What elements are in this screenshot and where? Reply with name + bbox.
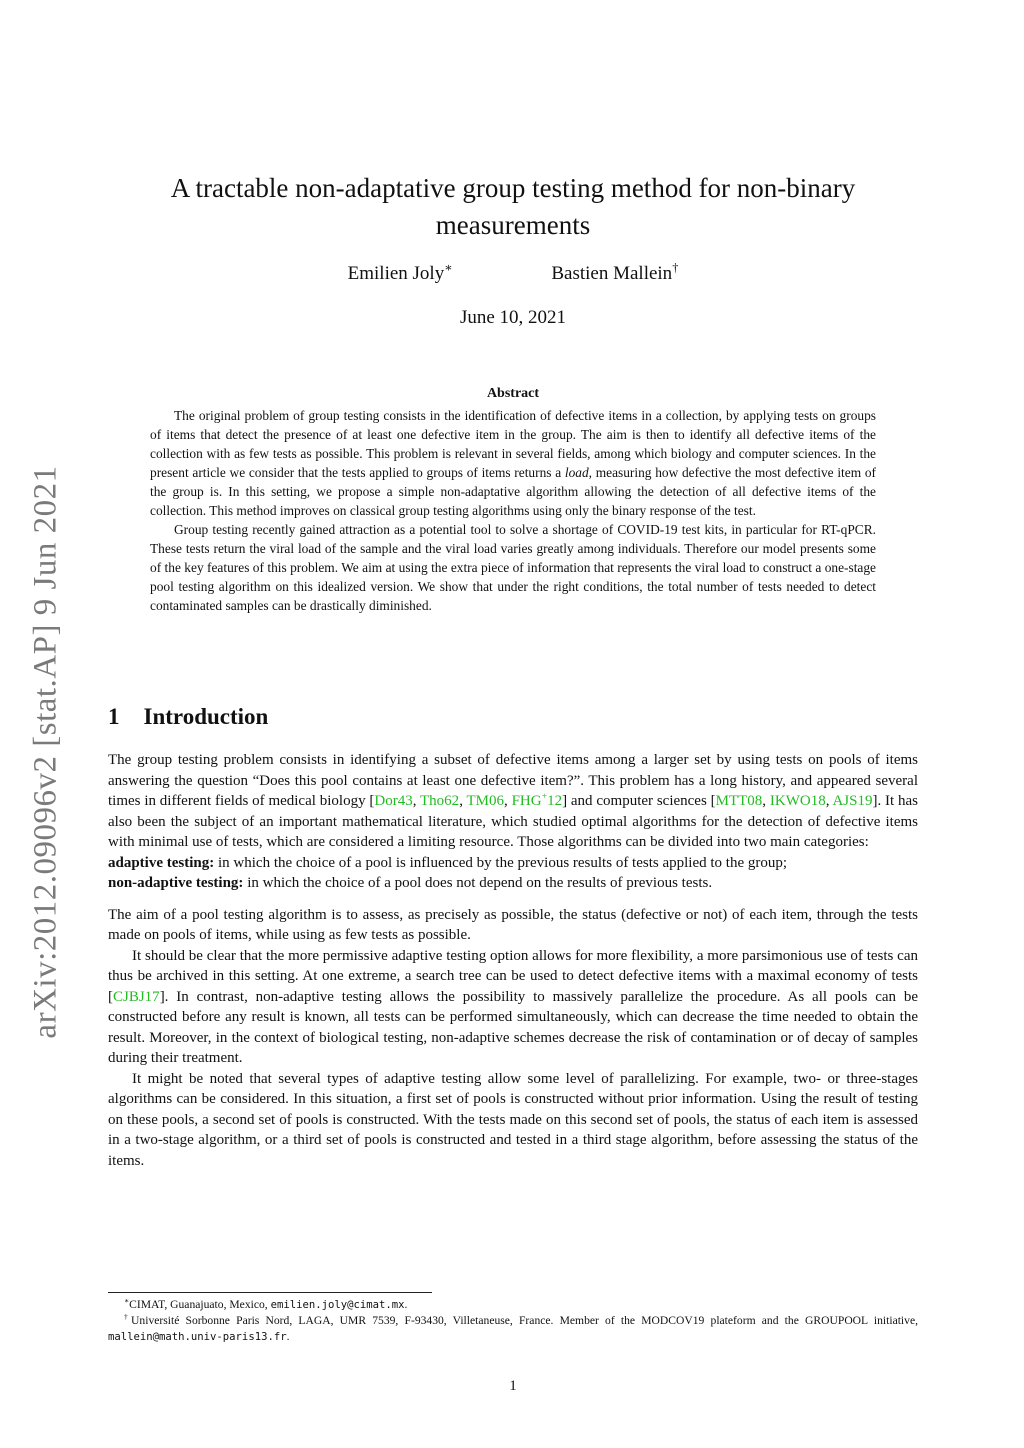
citation-text: 12 <box>547 793 563 809</box>
abstract-block <box>150 386 876 615</box>
intro-paragraph-4: It might be noted that several types of adaptive testing allow some level of parallelizing. For example, two- or three-stages algorithms can be considered. In this situation, a first set of pools is constructed without prior information. Using the result of testing on these pools, a second set of pools is constructed. With the tests made on this second set of pools, the status of each item is assessed in a two-stage algorithm, or a third set of pools is constructed and tested in a third stage algorithm, before assessing the status of the items. <box>108 1070 918 1169</box>
definition-non-adaptive-testing <box>108 873 918 894</box>
author-2 <box>551 260 679 285</box>
citation-separator: , <box>459 793 467 809</box>
citation-link[interactable]: CJBJ17 <box>113 988 160 1005</box>
footnote-2-end: . <box>286 1330 290 1343</box>
intro-p1-text-b: ] and computer sciences [ <box>562 793 716 809</box>
citation-superscript: + <box>541 791 548 802</box>
citation-text: FHG <box>511 793 542 809</box>
abstract-p1-emphasis: load <box>564 465 589 480</box>
footnote-1-email[interactable]: emilien.joly@cimat.mx <box>270 1299 405 1311</box>
definition-term: adaptive testing: <box>108 854 215 871</box>
section-number: 1 <box>108 704 120 729</box>
abstract-paragraph-1 <box>150 406 876 520</box>
abstract-p1-text-a: The original problem of group testing consists in the identification of defective items in a collection, by applying tests on groups of items that detect the presence of at least one defective item in the group. The aim is then to identify all defective items of the collection with as few tests as possible. This problem is relevant in several fields, among which biology and computer sciences. In the present article we consider that the tests applied to groups of items returns a <box>150 408 876 480</box>
page-number: 1 <box>509 1378 517 1394</box>
definition-text: in which the choice of a pool is influenced by the previous results of tests applied to the group; <box>214 854 788 871</box>
footnote-1 <box>108 1297 918 1313</box>
intro-paragraph-2: The aim of a pool testing algorithm is to assess, as precisely as possible, the status (defective or not) of each item, through the tests made on pools of items, while using as few tests as possible. <box>108 906 918 943</box>
footnote-1-mark: ∗ <box>124 1296 130 1306</box>
citation-link[interactable]: Tho62 <box>420 793 460 809</box>
author-1 <box>347 260 453 285</box>
introduction-body <box>108 750 918 1171</box>
intro-p3-text-b: ]. In contrast, non-adaptive testing allows the possibility to massively parallelize the procedure. As all pools can be constructed before any result is known, all tests can be performed simultaneously, which can decrease the time needed to obtain the result. Moreover, in the context of biological testing, non-adaptive schemes decrease the risk of contamination or of decay of samples during their treatment. <box>108 988 918 1066</box>
citation-link[interactable]: Dor43 <box>374 793 413 809</box>
author-1-footnote-mark: ∗ <box>444 260 453 275</box>
intro-paragraph-1 <box>108 750 918 853</box>
definition-text: in which the choice of a pool does not depend on the results of previous tests. <box>243 875 713 891</box>
definition-term: non-adaptive testing: <box>108 875 244 891</box>
citation-link[interactable]: TM06 <box>466 793 504 809</box>
footnotes <box>108 1297 918 1345</box>
citation-separator: , <box>503 793 512 809</box>
abstract-heading: Abstract <box>486 386 540 401</box>
definition-adaptive-testing <box>108 853 918 874</box>
section-title: Introduction <box>143 704 269 729</box>
citation-link[interactable]: AJS19 <box>832 793 873 809</box>
paper-title: A tractable non-adaptative group testing method for non-binary measurements <box>170 173 856 240</box>
intro-paragraph-3 <box>108 946 918 1069</box>
footnote-2-mark: † <box>124 1312 132 1322</box>
citation-link[interactable]: MTT08 <box>715 793 763 809</box>
citation-separator: , <box>825 793 833 809</box>
citation-link[interactable] <box>512 793 563 809</box>
footnote-1-text: CIMAT, Guanajuato, Mexico, <box>129 1298 271 1311</box>
citation-link[interactable]: IKWO18 <box>769 793 826 809</box>
footnote-1-end: . <box>404 1298 408 1311</box>
author-2-name: Bastien Mallein <box>551 263 673 284</box>
arxiv-identifier-stamp: arXiv:2012.09096v2 [stat.AP] 9 Jun 2021 <box>27 465 64 1039</box>
intro-p3-text-a: It should be clear that the more permissive adaptive testing option allows for more flexibility, a more parsimonious use of tests can thus be archived in this setting. At one extreme, a search tree can be used to detect defective items with a maximal economy of tests [ <box>108 947 918 1005</box>
intro-p1-text-a: The group testing problem consists in identifying a subset of defective items among a larger set by using tests on pools of items answering the question “Does this pool contains at least one defective item?”. This problem has a long history, and appeared several times in different fields of medical biology [ <box>108 752 918 809</box>
citation-separator: , <box>762 793 770 809</box>
section-heading-introduction <box>108 704 268 730</box>
author-1-name: Emilien Joly <box>347 263 445 284</box>
citation-separator: , <box>412 793 421 809</box>
author-2-footnote-mark: † <box>672 260 679 275</box>
paper-date: June 10, 2021 <box>459 307 567 328</box>
intro-p1-text-c: ]. It has also been the subject of an important mathematical literature, which studied optimal algorithms for the detection of defective items with minimal use of tests, which are considered a limiting resource. Those algorithms can be divided into two main categories: <box>108 793 919 850</box>
footnote-divider <box>108 1292 432 1293</box>
footnote-2-text: Université Sorbonne Paris Nord, LAGA, UMR 7539, F-93430, Villetaneuse, France. Member of the MODCOV19 plateform and the GROUPOOL initiative, <box>131 1314 918 1327</box>
abstract-p1-text-b: , measuring how defective the most defective item of the group is. In this setting, we propose a simple non-adaptative algorithm allowing the detection of all defective items of the collection. This method improves on classical group testing algorithms using only the binary response of the test. <box>150 465 877 518</box>
footnote-2 <box>108 1313 918 1345</box>
author-list <box>108 260 918 285</box>
abstract-paragraph-2: Group testing recently gained attraction as a potential tool to solve a shortage of COVID-19 test kits, in particular for RT-qPCR. These tests return the viral load of the sample and the viral load varies greatly among individuals. Therefore our model presents some of the key features of this problem. We aim at using the extra piece of information that represents the viral load to construct a one-stage pool testing algorithm on this idealized version. We show that under the right conditions, the total number of tests needed to detect contaminated samples can be drastically diminished. <box>150 522 876 613</box>
footnote-2-email[interactable]: mallein@math.univ-paris13.fr <box>108 1331 287 1343</box>
